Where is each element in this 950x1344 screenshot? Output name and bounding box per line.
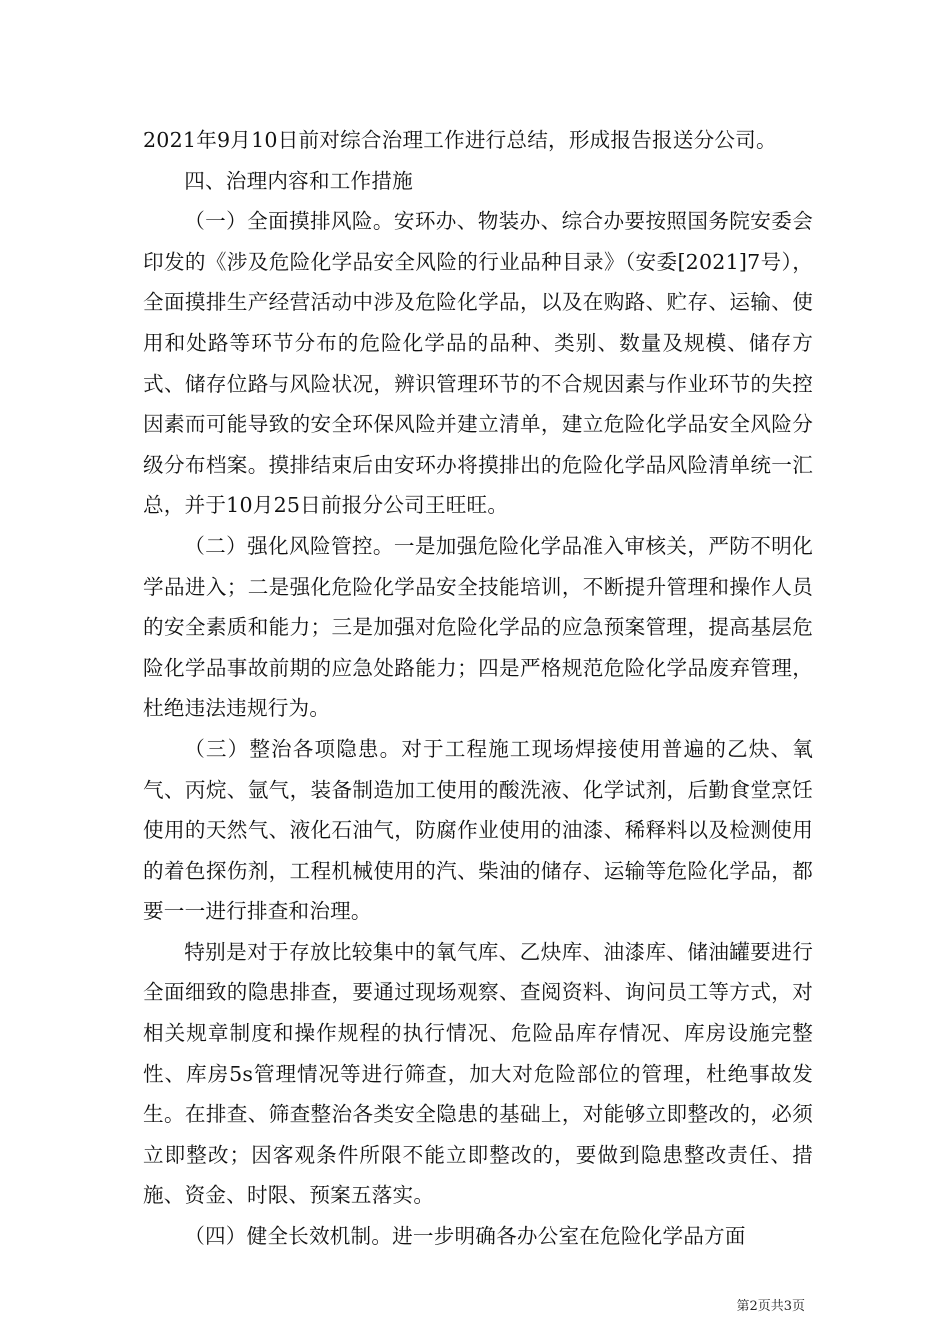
paragraph-risk-survey: （一）全面摸排风险。安环办、物装办、综合办要按照国务院安委会印发的《涉及危险化学品安全风险的行业品种目录》（安委[2021]7号），全面摸排生产经营活动中涉及危险化学品，以及在购路、贮存、运输、使用和处路等环节分布的危险化学品的品种、类别、数量及规模、储存方式、储存位路与风险状况，辨识管理环节的不合规因素与作业环节的失控因素而可能导致的安全环保风险并建立清单，建立危险化学品安全风险分级分布档案。摸排结束后由安环办将摸排出的危险化学品风险清单统一汇总，并于10月25日前报分公司王旺旺。 (143, 209, 813, 518)
document-body (143, 120, 813, 1257)
section-heading: 四、治理内容和工作措施 (184, 168, 413, 193)
paragraph-special-inspection: 特别是对于存放比较集中的氧气库、乙炔库、油漆库、储油罐要进行全面细致的隐患排查，要通过现场观察、查阅资料、询问员工等方式，对相关规章制度和操作规程的执行情况、危险品库存情况、库房设施完整性、库房5s管理情况等进行筛查，加大对危险部位的管理，杜绝事故发生。在排查、筛查整治各类安全隐患的基础上，对能够立即整改的，必须立即整改；因客观条件所限不能立即整改的，要做到隐患整改责任、措施、资金、时限、预案五落实。 (143, 939, 813, 1208)
paragraph-long-term-mechanism: （四）健全长效机制。进一步明确各办公室在危险化学品方面 (184, 1224, 746, 1249)
paragraph-risk-control: （二）强化风险管控。一是加强危险化学品准入审核关，严防不明化学品进入；二是强化危险化学品安全技能培训，不断提升管理和操作人员的安全素质和能力；三是加强对危险化学品的应急预案管理，提高基层危险化学品事故前期的应急处路能力；四是严格规范危险化学品废弃管理，杜绝违法违规行为。 (143, 533, 813, 721)
paragraph-hazard-remediation: （三）整治各项隐患。对于工程施工现场焊接使用普遍的乙炔、氧气、丙烷、氩气，装备制造加工使用的酸洗液、化学试剂，后勤食堂烹饪使用的天然气、液化石油气，防腐作业使用的油漆、稀释料以及检测使用的着色探伤剂，工程机械使用的汽、柴油的储存、运输等危险化学品，都要一一进行排查和治理。 (143, 736, 813, 924)
paragraph-continuation: 2021年9月10日前对综合治理工作进行总结，形成报告报送分公司。 (143, 128, 777, 152)
page-number: 第2页共3页 (736, 1299, 805, 1314)
